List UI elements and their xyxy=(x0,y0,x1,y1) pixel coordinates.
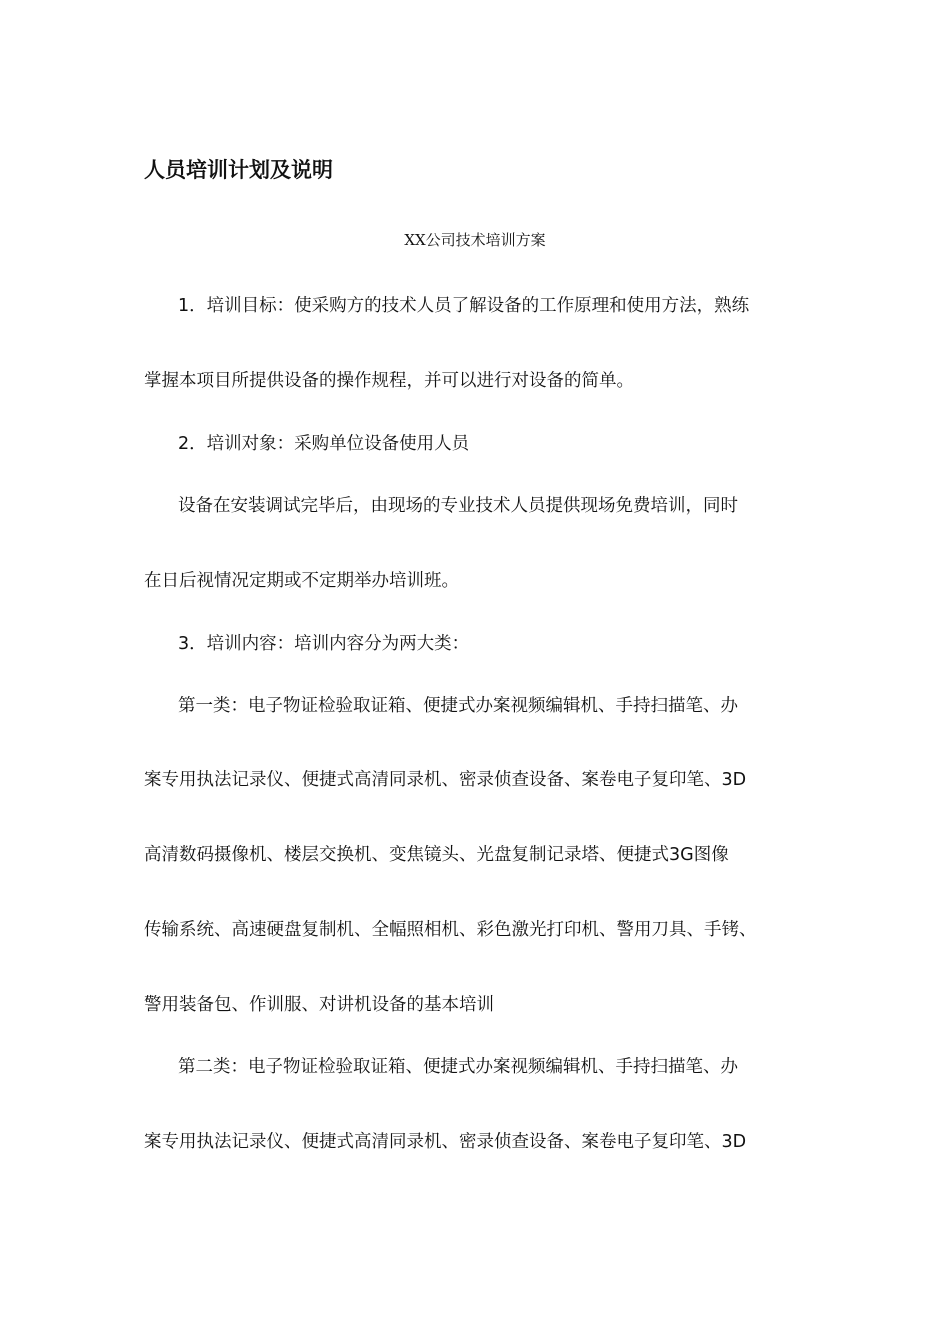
paragraph-line: 3．培训内容：培训内容分为两大类： xyxy=(178,634,470,654)
document-heading: 人员培训计划及说明 xyxy=(144,158,333,182)
paragraph-line: 高清数码摄像机、楼层交换机、变焦镜头、光盘复制记录塔、便捷式3G图像 xyxy=(144,845,729,865)
paragraph-line: 在日后视情况定期或不定期举办培训班。 xyxy=(144,571,459,591)
paragraph-line: 第二类：电子物证检验取证箱、便捷式办案视频编辑机、手持扫描笔、办 xyxy=(178,1057,738,1077)
paragraph-line: 第一类：电子物证检验取证箱、便捷式办案视频编辑机、手持扫描笔、办 xyxy=(178,696,738,716)
paragraph-line: 掌握本项目所提供设备的操作规程，并可以进行对设备的简单。 xyxy=(144,371,634,391)
paragraph-line: 警用装备包、作训服、对讲机设备的基本培训 xyxy=(144,995,494,1015)
paragraph-line: 案专用执法记录仪、便捷式高清同录机、密录侦查设备、案卷电子复印笔、3D xyxy=(144,1132,747,1152)
paragraph-line: 案专用执法记录仪、便捷式高清同录机、密录侦查设备、案卷电子复印笔、3D xyxy=(144,770,747,790)
paragraph-line: 1．培训目标：使采购方的技术人员了解设备的工作原理和使用方法，熟练 xyxy=(178,296,750,316)
document-subtitle: XX公司技术培训方案 xyxy=(404,231,546,249)
paragraph-line: 设备在安装调试完毕后，由现场的专业技术人员提供现场免费培训，同时 xyxy=(178,496,738,516)
paragraph-line: 2．培训对象：采购单位设备使用人员 xyxy=(178,434,470,454)
paragraph-line: 传输系统、高速硬盘复制机、全幅照相机、彩色激光打印机、警用刀具、手铐、 xyxy=(144,920,757,940)
